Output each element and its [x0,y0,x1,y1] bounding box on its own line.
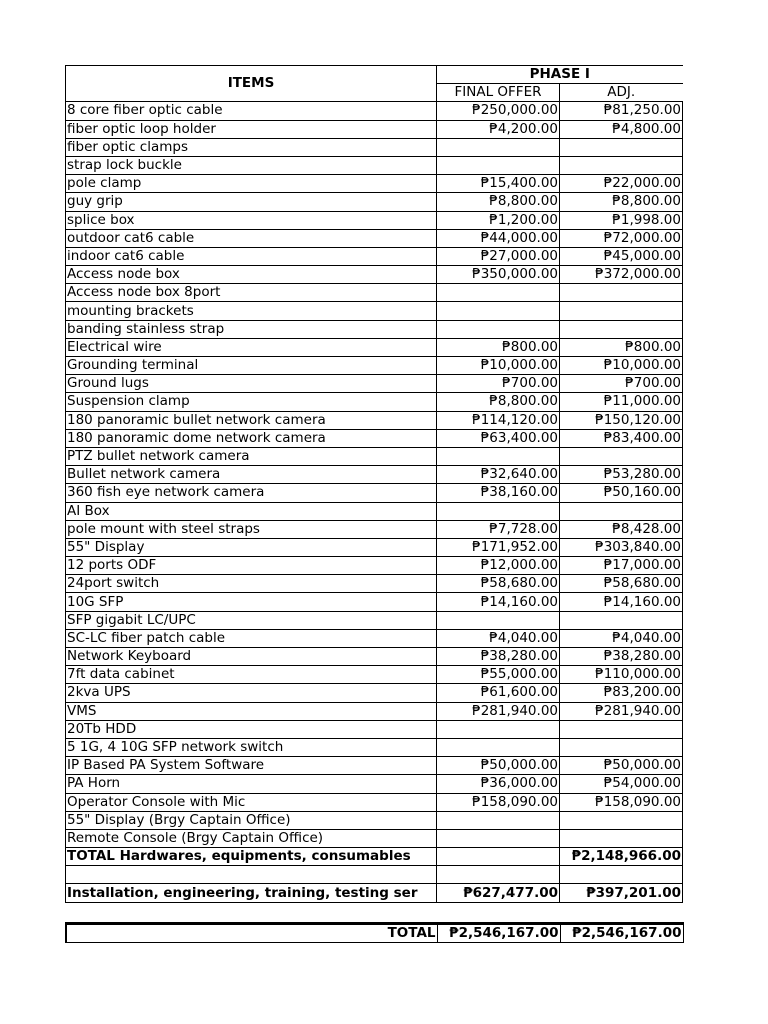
final-offer-cell: ₱7,728.00 [437,520,560,538]
final-offer-cell: ₱350,000.00 [437,266,560,284]
cost-sheet [65,65,682,903]
grand-total-section [65,922,682,943]
adj-cell: ₱303,840.00 [560,538,683,556]
subtotal-label: TOTAL Hardwares, equipments, consumables [66,848,437,866]
item-cell: 8 core fiber optic cable [66,102,437,120]
final-offer-cell: ₱8,800.00 [437,393,560,411]
table-row [66,357,683,375]
adj-cell [560,611,683,629]
table-row [66,811,683,829]
item-cell: 55" Display (Brgy Captain Office) [66,811,437,829]
item-cell: Suspension clamp [66,393,437,411]
final-offer-cell [437,811,560,829]
item-cell: 10G SFP [66,593,437,611]
item-cell: IP Based PA System Software [66,757,437,775]
item-cell: pole mount with steel straps [66,520,437,538]
item-cell: 2kva UPS [66,684,437,702]
final-offer-cell: ₱4,200.00 [437,120,560,138]
phase-header: PHASE I [437,66,683,84]
adj-cell: ₱83,400.00 [560,429,683,447]
item-cell: banding stainless strap [66,320,437,338]
summary-rows [66,848,683,903]
table-row [66,411,683,429]
table-row [66,757,683,775]
item-cell: 180 panoramic dome network camera [66,429,437,447]
adj-cell [560,138,683,156]
item-cell: 12 ports ODF [66,557,437,575]
item-cell: Network Keyboard [66,648,437,666]
table-row [66,520,683,538]
adj-cell: ₱72,000.00 [560,229,683,247]
final-offer-cell [437,302,560,320]
table-row [66,302,683,320]
final-offer-cell: ₱55,000.00 [437,666,560,684]
table-row [66,684,683,702]
table-row [66,775,683,793]
final-offer-cell: ₱14,160.00 [437,593,560,611]
adj-cell [560,284,683,302]
item-cell: AI Box [66,502,437,520]
final-offer-cell: ₱250,000.00 [437,102,560,120]
final-offer-cell [437,502,560,520]
item-cell: 360 fish eye network camera [66,484,437,502]
final-offer-cell [437,829,560,847]
table-row [66,466,683,484]
table-row [66,375,683,393]
subtotal-final-offer [437,848,560,866]
final-offer-cell: ₱171,952.00 [437,538,560,556]
adj-cell: ₱10,000.00 [560,357,683,375]
adj-cell: ₱54,000.00 [560,775,683,793]
adj-cell: ₱4,800.00 [560,120,683,138]
adj-cell: ₱81,250.00 [560,102,683,120]
installation-row [66,884,683,902]
table-row [66,666,683,684]
item-cell: VMS [66,702,437,720]
item-cell: fiber optic loop holder [66,120,437,138]
final-offer-cell: ₱15,400.00 [437,175,560,193]
table-row [66,266,683,284]
adj-cell [560,720,683,738]
table-row [66,229,683,247]
adj-cell [560,811,683,829]
table-row [66,648,683,666]
final-offer-cell: ₱32,640.00 [437,466,560,484]
final-offer-cell: ₱281,940.00 [437,702,560,720]
table-row [66,793,683,811]
item-cell: guy grip [66,193,437,211]
installation-final-offer: ₱627,477.00 [437,884,560,902]
adj-cell: ₱83,200.00 [560,684,683,702]
item-cell: Access node box 8port [66,284,437,302]
item-cell: Remote Console (Brgy Captain Office) [66,829,437,847]
adj-cell: ₱45,000.00 [560,247,683,265]
subtotal-row [66,848,683,866]
item-cell: Grounding terminal [66,357,437,375]
table-row [66,193,683,211]
final-offer-cell: ₱114,120.00 [437,411,560,429]
adj-cell: ₱50,000.00 [560,757,683,775]
adj-cell [560,447,683,465]
adj-cell: ₱800.00 [560,338,683,356]
grand-total-final-offer: ₱2,546,167.00 [437,924,560,943]
item-cell: 20Tb HDD [66,720,437,738]
item-cell: Ground lugs [66,375,437,393]
final-offer-cell: ₱800.00 [437,338,560,356]
final-offer-cell: ₱10,000.00 [437,357,560,375]
final-offer-cell: ₱27,000.00 [437,247,560,265]
adj-cell: ₱110,000.00 [560,666,683,684]
adj-cell: ₱8,428.00 [560,520,683,538]
table-row [66,138,683,156]
table-row [66,156,683,174]
adj-cell [560,502,683,520]
adj-cell: ₱1,998.00 [560,211,683,229]
final-offer-cell [437,320,560,338]
table-row [66,102,683,120]
table-row [66,611,683,629]
item-cell: splice box [66,211,437,229]
adj-cell: ₱372,000.00 [560,266,683,284]
adj-cell [560,302,683,320]
adj-cell: ₱11,000.00 [560,393,683,411]
final-offer-cell: ₱1,200.00 [437,211,560,229]
final-offer-cell: ₱63,400.00 [437,429,560,447]
adj-cell: ₱4,040.00 [560,629,683,647]
final-offer-cell [437,611,560,629]
table-row [66,320,683,338]
final-offer-cell: ₱158,090.00 [437,793,560,811]
item-cell: SFP gigabit LC/UPC [66,611,437,629]
item-cell: pole clamp [66,175,437,193]
table-row [66,738,683,756]
subtotal-adj: ₱2,148,966.00 [560,848,683,866]
adj-cell: ₱50,160.00 [560,484,683,502]
final-offer-cell [437,138,560,156]
adj-cell: ₱53,280.00 [560,466,683,484]
table-row [66,557,683,575]
table-row [66,502,683,520]
final-offer-cell: ₱38,160.00 [437,484,560,502]
adj-cell: ₱158,090.00 [560,793,683,811]
final-offer-cell: ₱38,280.00 [437,648,560,666]
final-offer-cell: ₱58,680.00 [437,575,560,593]
final-offer-cell: ₱61,600.00 [437,684,560,702]
item-cell: Electrical wire [66,338,437,356]
item-cell: mounting brackets [66,302,437,320]
adj-cell: ₱700.00 [560,375,683,393]
table-row [66,393,683,411]
item-cell: strap lock buckle [66,156,437,174]
item-cell: 55" Display [66,538,437,556]
adj-cell: ₱22,000.00 [560,175,683,193]
item-cell: SC-LC fiber patch cable [66,629,437,647]
grand-total-adj: ₱2,546,167.00 [560,924,683,943]
final-offer-cell: ₱50,000.00 [437,757,560,775]
table-row [66,575,683,593]
item-cell: outdoor cat6 cable [66,229,437,247]
table-row [66,175,683,193]
adj-cell: ₱14,160.00 [560,593,683,611]
adj-cell [560,156,683,174]
final-offer-cell: ₱44,000.00 [437,229,560,247]
item-cell: indoor cat6 cable [66,247,437,265]
final-offer-cell: ₱36,000.00 [437,775,560,793]
table-row [66,429,683,447]
table-row [66,247,683,265]
item-cell: 24port switch [66,575,437,593]
table-row [66,629,683,647]
table-row [66,211,683,229]
final-offer-cell [437,284,560,302]
grand-total-row [66,924,683,943]
items-column-header: ITEMS [66,66,437,102]
adj-cell [560,738,683,756]
final-offer-cell: ₱12,000.00 [437,557,560,575]
adj-cell [560,320,683,338]
table-row [66,720,683,738]
grand-total-label: TOTAL [66,924,437,943]
header-row-phase [66,66,683,84]
table-row [66,702,683,720]
final-offer-cell [437,720,560,738]
table-row [66,284,683,302]
table-row [66,829,683,847]
item-cell: Operator Console with Mic [66,793,437,811]
table-row [66,593,683,611]
table-row [66,120,683,138]
adj-cell: ₱38,280.00 [560,648,683,666]
final-offer-cell [437,447,560,465]
table-row [66,538,683,556]
item-rows [66,102,683,848]
final-offer-cell: ₱700.00 [437,375,560,393]
adj-cell: ₱150,120.00 [560,411,683,429]
table-row [66,338,683,356]
adj-cell [560,829,683,847]
item-cell: Bullet network camera [66,466,437,484]
grand-total-table [65,922,684,943]
final-offer-cell [437,738,560,756]
item-cell: Access node box [66,266,437,284]
final-offer-cell: ₱8,800.00 [437,193,560,211]
item-cell: PTZ bullet network camera [66,447,437,465]
adj-column-header: ADJ. [560,84,683,102]
final-offer-column-header: FINAL OFFER [437,84,560,102]
adj-cell: ₱281,940.00 [560,702,683,720]
adj-cell: ₱8,800.00 [560,193,683,211]
items-table [65,65,683,903]
table-row [66,447,683,465]
adj-cell: ₱58,680.00 [560,575,683,593]
item-cell: PA Horn [66,775,437,793]
installation-label: Installation, engineering, training, testing ser [66,884,437,902]
item-cell: fiber optic clamps [66,138,437,156]
item-cell: 180 panoramic bullet network camera [66,411,437,429]
final-offer-cell: ₱4,040.00 [437,629,560,647]
final-offer-cell [437,156,560,174]
item-cell: 7ft data cabinet [66,666,437,684]
installation-adj: ₱397,201.00 [560,884,683,902]
adj-cell: ₱17,000.00 [560,557,683,575]
table-row [66,484,683,502]
spacer-row [66,866,683,884]
item-cell: 5 1G, 4 10G SFP network switch [66,738,437,756]
